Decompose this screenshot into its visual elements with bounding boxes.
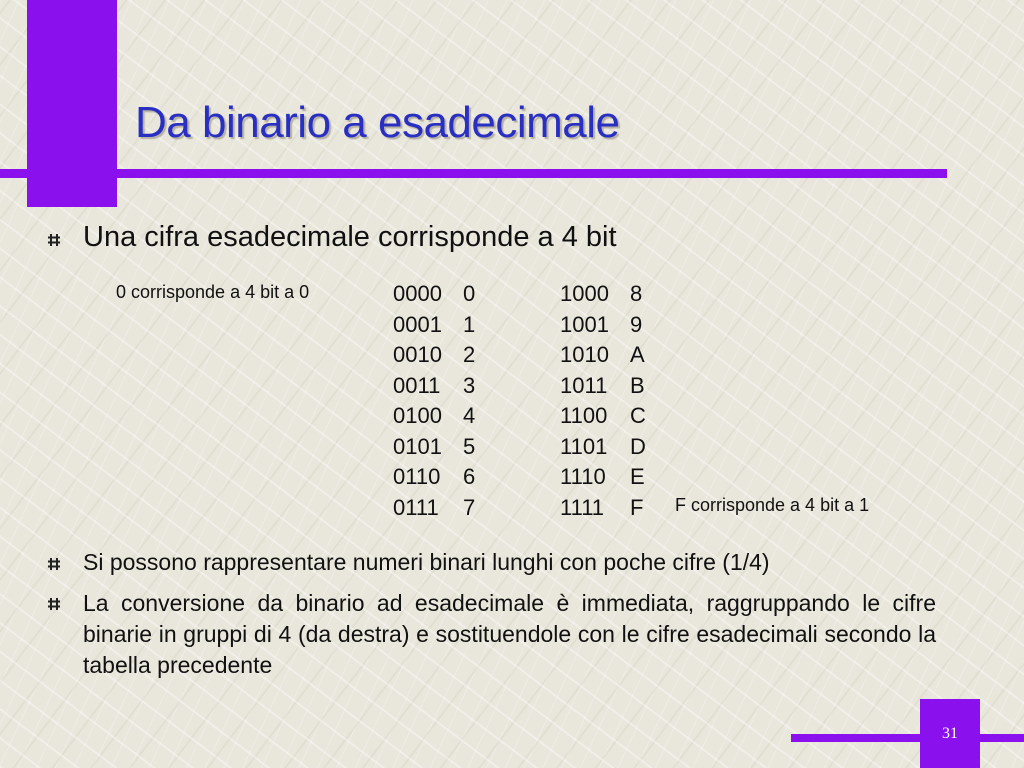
hex-value: 3 <box>463 372 476 398</box>
hex-value: 9 <box>630 311 643 337</box>
binary-value: 1001 <box>560 311 609 337</box>
note-f: F corrisponde a 4 bit a 1 <box>675 495 870 515</box>
table-row <box>560 371 650 402</box>
binary-value: 1010 <box>560 342 609 367</box>
binary-value: 0110 <box>393 464 441 489</box>
binary-value: 0001 <box>393 311 442 337</box>
hex-table-right <box>560 279 650 523</box>
table-row <box>560 493 650 524</box>
table-row <box>560 462 650 493</box>
binary-value: 0111 <box>393 494 439 520</box>
binary-value: 0011 <box>393 372 441 398</box>
binary-value: 1100 <box>560 403 608 428</box>
hex-value: A <box>630 342 645 367</box>
hash-bullet-icon <box>47 557 61 571</box>
table-row <box>560 279 650 310</box>
table-row <box>393 310 483 341</box>
binary-value: 1000 <box>560 281 609 306</box>
table-row <box>560 401 650 432</box>
table-row <box>393 432 483 463</box>
table-row <box>393 401 483 432</box>
binary-value: 1111 <box>560 494 605 520</box>
binary-value: 0100 <box>393 403 442 428</box>
binary-value: 0010 <box>393 342 442 367</box>
bullet-3-text: La conversione da binario ad esadecimale è immediata, raggruppando le cifre binarie in gruppi di 4 (da destra) e sostituendole con le cifre esadecimali secondo la tabella precedente <box>83 590 936 678</box>
binary-value: 0101 <box>393 433 442 459</box>
hex-value: 1 <box>463 311 476 337</box>
hex-table-left <box>393 279 483 523</box>
binary-value: 0000 <box>393 281 442 306</box>
title-underline <box>0 169 947 178</box>
hex-value: 4 <box>463 403 476 428</box>
table-row <box>560 310 650 341</box>
hex-value: 0 <box>463 281 476 306</box>
hex-value: C <box>630 403 646 428</box>
table-row <box>393 371 483 402</box>
slide-title: Da binario a esadecimale <box>135 98 620 147</box>
hex-value: 8 <box>630 281 643 306</box>
binary-value: 1101 <box>560 433 608 459</box>
hex-value: 2 <box>463 342 476 367</box>
table-row <box>560 340 650 371</box>
bullet-1-text: Una cifra esadecimale corrisponde a 4 bit <box>83 221 617 253</box>
hex-value: F <box>630 494 644 520</box>
table-row <box>393 462 483 493</box>
table-row <box>393 493 483 524</box>
hex-value: E <box>630 464 645 489</box>
hex-value: B <box>630 372 645 398</box>
footer-rule <box>791 734 1024 742</box>
note-zero: 0 corrisponde a 4 bit a 0 <box>116 282 310 302</box>
hash-bullet-icon <box>47 233 61 247</box>
table-row <box>560 432 650 463</box>
hex-value: D <box>630 433 646 459</box>
table-row <box>393 279 483 310</box>
hex-value: 7 <box>463 494 476 520</box>
page-number: 31 <box>920 699 980 768</box>
hex-value: 5 <box>463 433 476 459</box>
table-row <box>393 340 483 371</box>
hash-bullet-icon <box>47 597 61 611</box>
hex-value: 6 <box>463 464 476 489</box>
bullet-2-text: Si possono rappresentare numeri binari lunghi con poche cifre (1/4) <box>83 549 770 575</box>
binary-value: 1011 <box>560 372 608 398</box>
binary-value: 1110 <box>560 464 606 489</box>
